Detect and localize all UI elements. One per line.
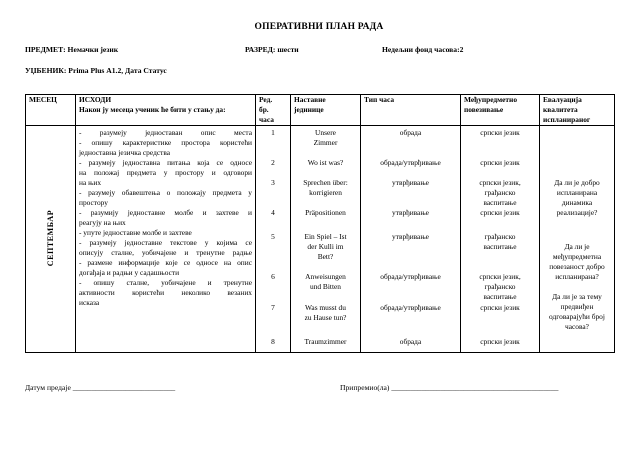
header-row [26, 95, 615, 126]
evaluation-line: Да ли је добро [554, 178, 600, 187]
lesson-type: утврђивање [392, 208, 429, 217]
outcome-line: - разумеју обавештења о положају предмета у [79, 188, 252, 197]
evaluation-line: предвиђен [560, 302, 594, 311]
outcome-line: описују сталне, уобичајене и тренутне радње [79, 248, 252, 257]
cross-line: српски језик, [479, 178, 521, 187]
cross-line: васпитање [483, 242, 517, 251]
header-evaluation: Евалуација квалитета испланираног [540, 95, 615, 126]
outcome-line: - размене информације које се односе на опис [79, 258, 252, 267]
outcome-line: исказа [79, 298, 100, 307]
outcome-line: - разумију једноставне молбе и захтеве и [79, 208, 252, 217]
outcome-line: активности користећи неколико везаних [79, 288, 252, 297]
evaluation-line: динамика [561, 198, 593, 207]
table-row [26, 126, 615, 353]
topic-line: und Bitten [310, 282, 341, 291]
cross-line: васпитање [483, 292, 517, 301]
lesson-number: 3 [271, 178, 275, 187]
outcome-line: простору [79, 198, 108, 207]
cross-line: српски језик, [479, 272, 521, 281]
outcome-line: - опишу сталне, уобичајене и тренутне [79, 278, 252, 287]
cross-line: српски језик [480, 337, 520, 346]
evaluation-line: међупредметна [552, 252, 602, 261]
topic-line: Was musst du [305, 303, 346, 312]
lesson-number-cell [256, 126, 291, 353]
outcome-line: једноставна језичка средства [79, 148, 171, 157]
cross-line: грађанско [484, 232, 516, 241]
evaluation-line: реализације? [556, 208, 598, 217]
header-topics: Наставне јединице [291, 95, 361, 126]
lesson-type: утврђивање [392, 178, 429, 187]
document-title: ОПЕРАТИВНИ ПЛАН РАДА [254, 22, 384, 32]
evaluation-line: повезаност добро [549, 262, 605, 271]
topic-line: Bett? [317, 252, 334, 261]
topic-line: Wo ist was? [307, 158, 344, 167]
cross-line: грађанско [484, 282, 516, 291]
header-lesson-type: Тип часа [361, 95, 461, 126]
lesson-number: 7 [271, 303, 275, 312]
month-cell [26, 126, 76, 353]
month-label: СЕПТЕМБАР [46, 209, 55, 267]
lesson-type: обрада [399, 337, 422, 346]
outcome-line: - разумеју једноставан опис места [79, 128, 252, 137]
cross-line: грађанско [484, 188, 516, 197]
plan-table [25, 94, 615, 353]
outcomes-cell [76, 126, 256, 353]
topic-line: Präpositionen [305, 208, 346, 217]
lesson-number: 4 [271, 208, 275, 217]
topic-line: Ein Spiel – Ist [304, 232, 347, 241]
lesson-number: 1 [271, 128, 275, 137]
prepared-by-line: Припремио(ла) ____________________________________________ [340, 383, 559, 392]
lesson-type: обрада [399, 128, 422, 137]
cross-line: српски језик [480, 128, 520, 137]
topic-line: Unsere [315, 128, 336, 137]
submission-date-line: Датум предаје ___________________________ [25, 383, 176, 392]
evaluation-line: часова? [565, 322, 589, 331]
topic-line: korrigieren [309, 188, 342, 197]
header-month: МЕСЕЦ [26, 95, 76, 126]
header-lesson-number: Ред. бр. часа [256, 95, 291, 126]
lesson-type: обрада/утврђивање [380, 272, 441, 281]
cross-line: српски језик [480, 303, 520, 312]
header-outcomes: ИСХОДИ Након ју месеца ученик ће бити у стању да: [76, 95, 256, 126]
lesson-number: 6 [271, 272, 275, 281]
topic-line: der Kulli im [307, 242, 344, 251]
evaluation-line: испланирана? [555, 272, 599, 281]
lesson-type: обрада/утврђивање [380, 303, 441, 312]
cross-line: васпитање [483, 198, 517, 207]
grade-label: РАЗРЕД: шести [245, 45, 299, 54]
lesson-type: утврђивање [392, 232, 429, 241]
evaluation-line: одговарајући број [549, 312, 605, 321]
outcome-line: на њих [79, 178, 102, 187]
outcome-line: - упуте једноставне молбе и захтеве [79, 228, 192, 237]
textbook-label: УЏБЕНИК: Prima Plus А1.2, Дата Статус [25, 66, 167, 75]
outcome-line: - разумеју једноставна питања која се односе [79, 158, 252, 167]
outcome-line: реагују на њих [79, 218, 126, 227]
lesson-type-cell [361, 126, 461, 353]
outcome-line: - опишу карактеристике простора користећи [79, 138, 252, 147]
evaluation-line: Да ли је за тему [552, 292, 602, 301]
lesson-number: 8 [271, 337, 275, 346]
outcome-line: на положај предмета у простору и одговори [79, 168, 252, 177]
lesson-number: 5 [271, 232, 275, 241]
topic-line: zu Hause tun? [304, 313, 347, 322]
cross-curricular-cell [461, 126, 540, 353]
cross-line: српски језик [480, 208, 520, 217]
topic-line: Traumzimmer [304, 337, 347, 346]
header-cross-curricular: Међупредметно повезивање [461, 95, 540, 126]
topic-line: Sprechen über: [303, 178, 348, 187]
outcome-line: - разумеју једноставне текстове у којима се [79, 238, 252, 247]
evaluation-cell [540, 126, 615, 353]
evaluation-line: испланирана [556, 188, 598, 197]
evaluation-line: Да ли је [564, 242, 590, 251]
topic-line: Anweisungen [305, 272, 346, 281]
cross-line: српски језик [480, 158, 520, 167]
topic-line: Zimmer [313, 138, 338, 147]
lesson-number: 2 [271, 158, 275, 167]
lesson-type: обрада/утврђивање [380, 158, 441, 167]
outcome-line: догађаја и радњи у садашњости [79, 268, 180, 277]
weekly-hours-label: Недељни фонд часова:2 [382, 45, 464, 54]
topics-cell [291, 126, 361, 353]
subject-label: ПРЕДМЕТ: Немачки језик [25, 45, 119, 54]
